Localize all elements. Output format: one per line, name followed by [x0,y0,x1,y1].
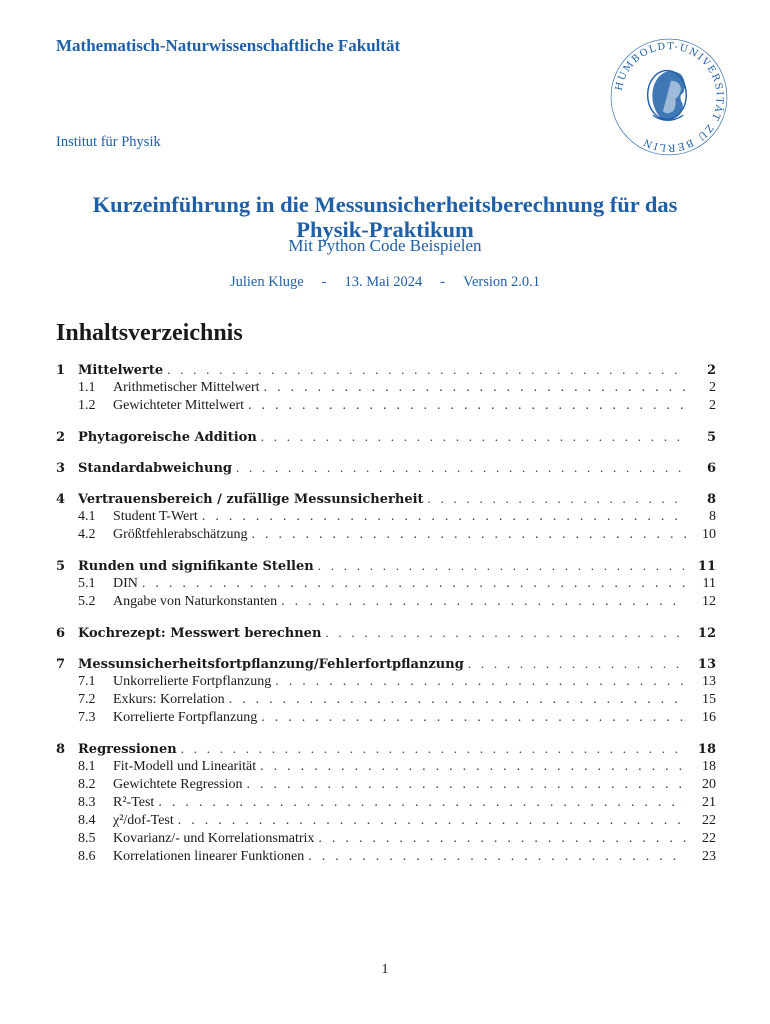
toc-entry-label: Standardabweichung [78,461,232,476]
toc-entry-label: Kovarianz/- und Korrelationsmatrix [113,831,315,846]
toc-subsection-entry[interactable] [56,576,716,594]
toc-section [56,362,716,416]
toc-dot-leader [229,692,686,708]
title-line-2: Physik-Praktikum [296,217,474,242]
toc-entry-label: R²-Test [113,795,155,810]
toc-subsection-entry[interactable] [56,509,716,527]
toc-section-entry[interactable] [56,656,716,674]
toc-entry-number: 4 [56,492,66,507]
toc-section [56,656,716,728]
toc-entry-page: 8 [706,492,716,507]
toc-subsection-entry[interactable] [56,594,716,612]
toc-entry-label: Gewichtete Regression [113,777,243,792]
toc-subsection-entry[interactable] [56,849,716,867]
toc-subsection-entry[interactable] [56,527,716,545]
toc-dot-leader [281,594,686,610]
toc-dot-leader [252,527,687,543]
toc-entry-label: Korrelierte Fortpflanzung [113,710,258,725]
toc-entry-number: 7.3 [78,710,96,725]
toc-entry-number: 2 [56,430,66,445]
toc-entry-label: Mittelwerte [78,363,164,378]
meta-separator: - [321,274,327,290]
toc-dot-leader [167,362,686,378]
toc-dot-leader [261,710,686,726]
toc-entry-page: 2 [709,398,716,413]
toc-entry-page: 23 [702,849,716,864]
toc-subsection-entry[interactable] [56,759,716,777]
toc-entry-number: 4.2 [78,527,96,542]
toc-dot-leader [275,674,686,690]
toc-dot-leader [260,759,686,775]
toc-entry-number: 7.1 [78,674,96,689]
toc-section [56,741,716,867]
toc-subsection-entry[interactable] [56,674,716,692]
toc-entry-number: 8.2 [78,777,96,792]
date: 13. Mai 2024 [344,274,423,290]
toc-entry-label: Angabe von Naturkonstanten [113,594,278,609]
toc-entry-label: χ²/dof-Test [113,813,174,828]
title-line-1: Kurzeinführung in die Messunsicherheitsberechnung für das [92,192,678,217]
toc-subsection-entry[interactable] [56,813,716,831]
toc-entry-label: Kochrezept: Messwert berechnen [78,626,322,641]
toc-entry-number: 6 [56,626,66,641]
toc-entry-label: Runden und signifikante Stellen [78,559,314,574]
document-subtitle: Mit Python Code Beispielen [288,236,482,255]
toc-entry-number: 7 [56,657,66,672]
toc-entry-number: 8 [56,742,66,757]
toc-entry-number: 8.4 [78,813,96,828]
toc-heading: Inhaltsverzeichnis [56,320,243,346]
document-meta [40,274,730,291]
toc-entry-label: Größtfehlerabschätzung [113,527,248,542]
toc-entry-label: Arithmetischer Mittelwert [113,380,260,395]
toc-section [56,491,716,545]
toc-entry-number: 7.2 [78,692,96,707]
toc-entry-label: Student T-Wert [113,509,198,524]
toc-subsection-entry[interactable] [56,380,716,398]
toc-dot-leader [248,398,686,414]
toc-subsection-entry[interactable] [56,795,716,813]
toc-dot-leader [158,795,686,811]
toc-section-entry[interactable] [56,558,716,576]
toc-entry-page: 2 [706,363,716,378]
toc-entry-label: Fit-Modell und Linearität [113,759,257,774]
toc-entry-label: Regressionen [78,742,177,757]
toc-section [56,625,716,643]
toc-entry-page: 18 [697,742,716,757]
toc-entry-page: 5 [706,430,716,445]
toc-dot-leader [318,831,686,847]
toc-dot-leader [261,429,686,445]
toc-subsection-entry[interactable] [56,692,716,710]
toc-entry-number: 1.1 [78,380,96,395]
toc-entry-number: 3 [56,461,66,476]
toc-section-entry[interactable] [56,429,716,447]
meta-separator: - [440,274,446,290]
faculty-name: Mathematisch-Naturwissenschaftliche Fakultät [56,36,401,55]
toc-entry-number: 8.1 [78,759,96,774]
toc-entry-page: 18 [702,759,716,774]
toc-section-entry[interactable] [56,362,716,380]
toc-dot-leader [468,656,686,672]
toc-entry-page: 13 [702,674,716,689]
toc-entry-page: 15 [702,692,716,707]
toc-entry-label: Gewichteter Mittelwert [113,398,245,413]
toc-entry-label: Vertrauensbereich / zufällige Messunsicherheit [78,492,424,507]
version: Version 2.0.1 [463,274,541,290]
toc-entry-number: 5 [56,559,66,574]
toc-dot-leader [202,509,686,525]
toc-entry-number: 5.1 [78,576,96,591]
toc-entry-number: 8.3 [78,795,96,810]
toc-entry-number: 5.2 [78,594,96,609]
author: Julien Kluge [229,274,304,290]
toc-entry-page: 6 [706,461,716,476]
toc-entry-page: 16 [702,710,716,725]
toc-entry-page: 22 [702,813,716,828]
toc-subsection-entry[interactable] [56,777,716,795]
toc-entry-page: 10 [702,527,716,542]
toc-entry-page: 8 [709,509,716,524]
toc-entry-number: 8.6 [78,849,96,864]
toc-dot-leader [264,380,686,396]
svg-text:HUMBOLDT-UNIVERSITÄT ZU BERLIN: HUMBOLDT-UNIVERSITÄT ZU BERLIN [613,41,725,153]
toc-section [56,460,716,478]
toc-entry-number: 8.5 [78,831,96,846]
toc-section-entry[interactable] [56,625,716,643]
toc-entry-label: Exkurs: Korrelation [113,692,225,707]
toc-entry-page: 21 [702,795,716,810]
toc-dot-leader [308,849,686,865]
toc-entry-label: DIN [113,576,138,591]
toc-subsection-entry[interactable] [56,398,716,416]
toc-section-entry[interactable] [56,460,716,478]
toc-dot-leader [142,576,686,592]
toc-dot-leader [246,777,686,793]
toc-entry-page: 12 [697,626,716,641]
toc-section [56,558,716,612]
toc-entry-number: 4.1 [78,509,96,524]
toc-entry-number: 1.2 [78,398,96,413]
toc-entry-label: Phytagoreische Addition [78,430,257,445]
toc-entry-number: 1 [56,363,66,378]
toc-entry-label: Korrelationen linearer Funktionen [113,849,305,864]
toc-entry-page: 13 [697,657,716,672]
page-number: 1 [381,962,389,977]
document-title [40,192,730,242]
toc-subsection-entry[interactable] [56,831,716,849]
toc-entry-page: 11 [697,559,716,574]
university-seal-logo [608,36,730,158]
toc-dot-leader [181,741,686,757]
toc-section [56,429,716,447]
toc-entry-label: Unkorrelierte Fortpflanzung [113,674,272,689]
toc-entry-page: 12 [702,594,716,609]
toc-entry-page: 11 [702,576,716,591]
table-of-contents [56,362,716,880]
toc-entry-label: Messunsicherheitsfortpflanzung/Fehlerfortpflanzung [78,657,464,672]
toc-section-entry[interactable] [56,491,716,509]
institute-name: Institut für Physik [56,134,161,150]
toc-dot-leader [325,625,686,641]
toc-dot-leader [178,813,686,829]
toc-entry-page: 22 [702,831,716,846]
toc-entry-page: 2 [709,380,716,395]
toc-section-entry[interactable] [56,741,716,759]
toc-entry-page: 20 [702,777,716,792]
toc-dot-leader [236,460,686,476]
toc-dot-leader [428,491,686,507]
toc-dot-leader [318,558,686,574]
toc-subsection-entry[interactable] [56,710,716,728]
